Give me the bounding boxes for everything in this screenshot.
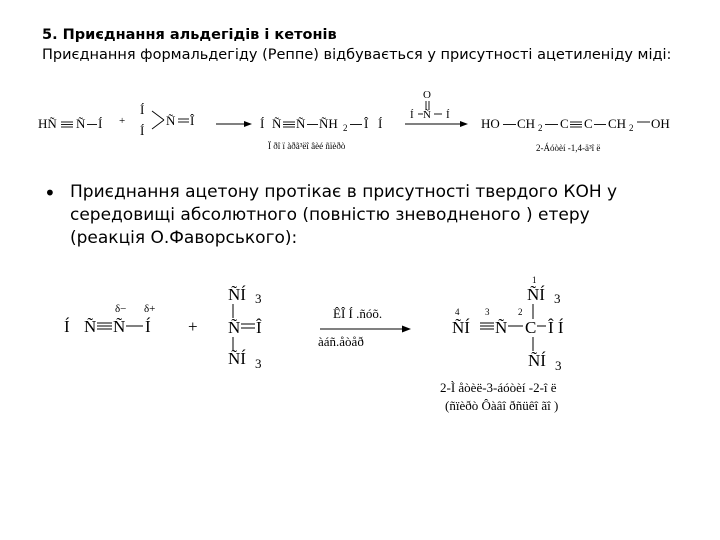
r2-prod-sub-top: 3 [554, 291, 561, 306]
r2-plus: + [188, 317, 198, 336]
r1-prod-sub-b: 2 [629, 123, 634, 133]
r1-prod-oh: OH [651, 116, 670, 131]
r2-prod-sub-bottom: 3 [555, 358, 562, 373]
r1-int-h2: Í [378, 116, 383, 131]
r2-prod-c2: C [525, 318, 537, 337]
r2-acetone-sub-top: 3 [255, 291, 262, 306]
r2-num-1: 1 [532, 275, 537, 285]
r2-reactant-c2: Ñ [113, 317, 126, 336]
r1-int-h: Í [260, 116, 265, 131]
r2-num-2: 2 [518, 307, 523, 317]
r2-reagent-below: àáñ.åòåð [318, 334, 364, 349]
r2-prod-ch3-bottom: ÑÍ [528, 351, 546, 370]
section-subheading: Приєднання формальдегіду (Реппе) відбувається у присутності ацетиленіду міді: [42, 47, 672, 63]
r1-formaldehyde-c: Ñ [166, 113, 176, 128]
r2-delta-plus: δ+ [144, 303, 156, 315]
r1-int-ch2: ÑH [319, 116, 338, 131]
r1-prod-ho: HO [481, 116, 500, 131]
r2-prod-hc: ÑÍ [452, 318, 470, 337]
r2-prod-label2: (ñïèðò Ôàâî ðñüêî ãî ) [445, 398, 559, 413]
r2-num-4: 4 [455, 307, 460, 317]
bullet-dot: • [44, 181, 56, 205]
section-heading: 5. Приєднання альдегідів і кетонів [42, 27, 337, 43]
r2-prod-c1: Ñ [495, 318, 508, 337]
bullet-text: Приєднання ацетону протікає в присутності твердого КОН у середовищі абсолютного (повністю зневодненого ) етеру (реакція О.Фаворського): [70, 182, 618, 248]
r2-reactant-h: Í [64, 317, 70, 336]
r2-reactant-h2: Í [145, 317, 151, 336]
r1-int-sub2: 2 [343, 123, 348, 133]
r2-acetone-o: Î [256, 318, 262, 337]
r2-acetone-ch3-bottom: ÑÍ [228, 349, 246, 368]
r2-acetone-ch3-top: ÑÍ [228, 285, 246, 304]
r1-formaldehyde-h-top: Í [140, 102, 145, 117]
r1-prod-ch2a: CH [517, 116, 536, 131]
r1-reagent-h2: Í [446, 109, 450, 121]
r2-prod-ch3-top: ÑÍ [527, 285, 545, 304]
r2-reactant-c1: Ñ [84, 317, 97, 336]
r1-prod-label: 2-Áóòèí -1,4-ä³î ë [536, 143, 601, 153]
r1-formaldehyde-o: Î [190, 113, 195, 128]
r1-int-c2: Ñ [296, 116, 306, 131]
r2-acetone-c: Ñ [228, 318, 241, 337]
r2-prod-oh: Î Í [548, 318, 564, 337]
r1-reagent-h: Í [410, 109, 414, 121]
r1-int-c1: Ñ [272, 116, 282, 131]
r1-h: Í [98, 116, 103, 131]
r1-plus: + [119, 115, 126, 127]
reaction-2 [64, 275, 564, 413]
r1-int-o: Î [364, 116, 369, 131]
r1-hc: HÑ [38, 116, 57, 131]
r1-int-label: Ï ðî ï àðã³ëî âèé ñïèðò [268, 141, 346, 151]
r2-acetone-sub-bottom: 3 [255, 356, 262, 371]
r1-reagent-o: O [423, 89, 431, 101]
r1-reagent-c: Ñ [423, 109, 431, 121]
reaction-1 [38, 89, 670, 153]
r1-prod-c2: C [584, 116, 593, 131]
r1-c2: Ñ [76, 116, 86, 131]
r1-prod-ch2b: CH [608, 116, 627, 131]
r2-prod-label: 2-Ì åòèë-3-áóòèí -2-î ë [440, 380, 557, 395]
r1-prod-c1: C [560, 116, 569, 131]
r2-num-3: 3 [485, 307, 490, 317]
r2-reagent-above: ÊÎ Í .ñóõ. [333, 306, 383, 321]
r1-prod-sub-a: 2 [538, 123, 543, 133]
r1-formaldehyde-h-bottom: Í [140, 123, 145, 138]
r2-delta-minus: δ− [115, 303, 127, 315]
